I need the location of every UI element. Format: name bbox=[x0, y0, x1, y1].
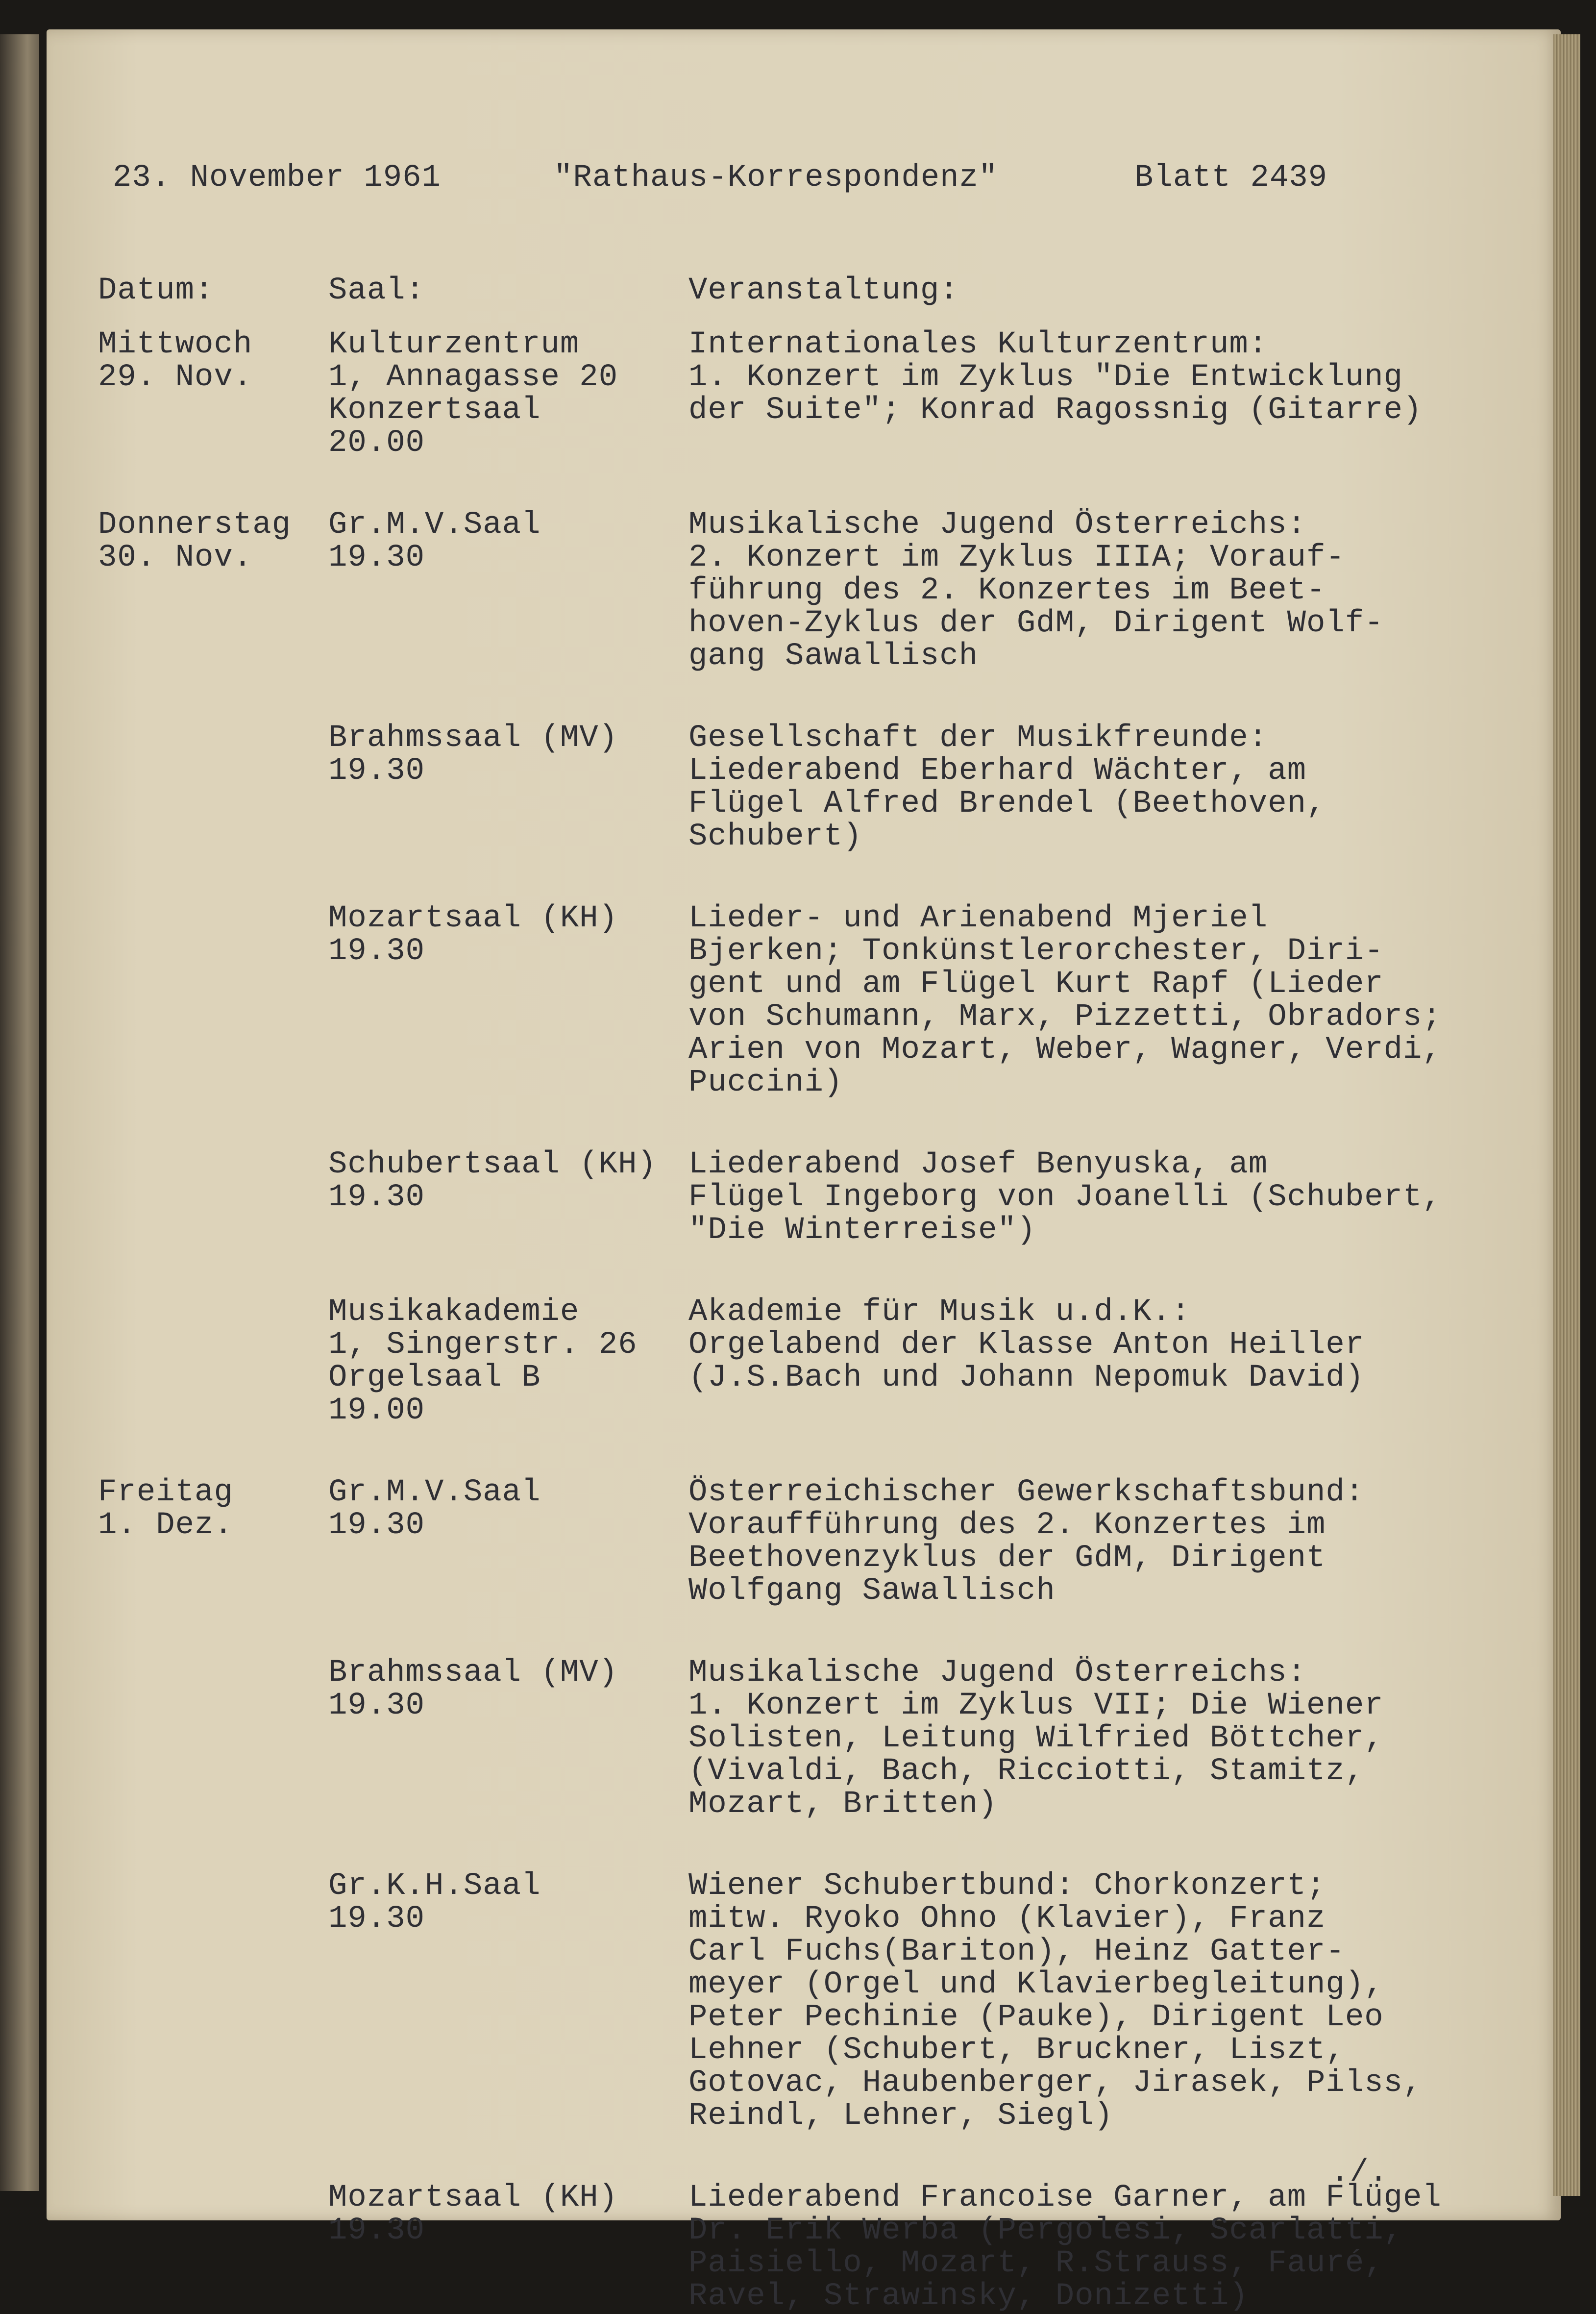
entry-event-line: der Suite"; Konrad Ragossnig (Gitarre) bbox=[688, 393, 1423, 428]
entry-event-line: Ravel, Strawinsky, Donizetti) bbox=[688, 2279, 1249, 2314]
entry-event-line: Gotovac, Haubenberger, Jirasek, Pilss, bbox=[688, 2065, 1423, 2101]
entry-event-line: Dr. Erik Werba (Pergolesi, Scarlatti, bbox=[688, 2213, 1403, 2248]
event-entry bbox=[98, 509, 1519, 673]
entry-event-line: führung des 2. Konzertes im Beet- bbox=[688, 573, 1326, 608]
entry-event bbox=[688, 1870, 1517, 2133]
entry-event bbox=[688, 328, 1517, 460]
entry-event bbox=[688, 1657, 1517, 1821]
entry-hall-line: Gr.K.H.Saal bbox=[328, 1868, 541, 1904]
entry-date-line: 1. Dez. bbox=[98, 1508, 233, 1543]
entry-event bbox=[688, 1296, 1517, 1427]
entry-event-line: meyer (Orgel und Klavierbegleitung), bbox=[688, 1967, 1384, 2002]
entry-event bbox=[688, 1148, 1517, 1247]
entry-hall bbox=[328, 1657, 686, 1722]
entry-date bbox=[98, 1476, 323, 1542]
entry-hall-line: Mozartsaal (KH) bbox=[328, 2180, 618, 2215]
entry-event bbox=[688, 1476, 1517, 1608]
entry-hall bbox=[328, 509, 686, 574]
entry-event-line: Lehner (Schubert, Bruckner, Liszt, bbox=[688, 2033, 1345, 2068]
entry-date-line: 30. Nov. bbox=[98, 540, 253, 575]
entry-hall-line: 19.30 bbox=[328, 1688, 425, 1723]
event-entry bbox=[98, 1296, 1519, 1427]
entry-event-line: Reindl, Lehner, Siegl) bbox=[688, 2098, 1113, 2134]
entry-event-line: "Die Winterreise") bbox=[688, 1213, 1036, 1248]
entry-hall-line: 19.30 bbox=[328, 1901, 425, 1937]
entry-event-line: Liederabend Eberhard Wächter, am bbox=[688, 753, 1306, 789]
event-entry bbox=[98, 1476, 1519, 1608]
continuation-mark: ./. bbox=[1330, 2155, 1389, 2190]
entry-event bbox=[688, 509, 1517, 673]
entry-date bbox=[98, 509, 323, 574]
entry-hall-line: Mozartsaal (KH) bbox=[328, 901, 618, 936]
entry-event-line: Gesellschaft der Musikfreunde: bbox=[688, 721, 1268, 756]
entry-event-line: Paisiello, Mozart, R.Strauss, Fauré, bbox=[688, 2246, 1384, 2281]
entry-hall-line: Orgelsaal B bbox=[328, 1360, 541, 1395]
entry-event-line: Österreichischer Gewerkschaftsbund: bbox=[688, 1475, 1365, 1510]
entry-event-line: Bjerken; Tonkünstlerorchester, Diri- bbox=[688, 934, 1384, 969]
entry-hall-line: 1, Singerstr. 26 bbox=[328, 1327, 638, 1363]
event-entry bbox=[98, 1870, 1519, 2133]
header-date: 23. November 1961 bbox=[113, 160, 441, 196]
column-header-hall: Saal: bbox=[328, 273, 425, 308]
event-entry bbox=[98, 1657, 1519, 1821]
entry-event-line: 1. Konzert im Zyklus "Die Entwicklung bbox=[688, 360, 1403, 395]
entry-event-line: Wolfgang Sawallisch bbox=[688, 1573, 1056, 1609]
entry-hall-line: Brahmssaal (MV) bbox=[328, 721, 618, 756]
entry-hall bbox=[328, 328, 686, 460]
entry-event-line: gent und am Flügel Kurt Rapf (Lieder bbox=[688, 967, 1384, 1002]
column-header-event: Veranstaltung: bbox=[688, 273, 959, 308]
entry-hall bbox=[328, 2182, 686, 2247]
entry-event-line: Solisten, Leitung Wilfried Böttcher, bbox=[688, 1721, 1384, 1756]
entry-event-line: Flügel Alfred Brendel (Beethoven, bbox=[688, 786, 1326, 821]
entry-hall-line: 19.30 bbox=[328, 753, 425, 789]
event-entry bbox=[98, 1148, 1519, 1247]
entry-event-line: Musikalische Jugend Österreichs: bbox=[688, 507, 1306, 543]
entry-event-line: Carl Fuchs(Bariton), Heinz Gatter- bbox=[688, 1934, 1345, 1969]
entry-hall bbox=[328, 1870, 686, 1936]
left-page-edge bbox=[0, 34, 39, 2191]
entry-hall-line: 19.30 bbox=[328, 934, 425, 969]
header-publication: "Rathaus-Korrespondenz" bbox=[554, 160, 998, 196]
entry-hall bbox=[328, 722, 686, 788]
entry-event-line: Beethovenzyklus der GdM, Dirigent bbox=[688, 1541, 1326, 1576]
entry-hall-line: Kulturzentrum bbox=[328, 327, 580, 362]
entry-event-line: Lieder- und Arienabend Mjeriel bbox=[688, 901, 1268, 936]
document-page bbox=[47, 29, 1561, 2314]
entry-hall bbox=[328, 1148, 686, 1214]
entry-event-line: Liederabend Francoise Garner, am Flügel bbox=[688, 2180, 1442, 2215]
entry-hall-line: Musikakademie bbox=[328, 1294, 580, 1330]
entry-event-line: mitw. Ryoko Ohno (Klavier), Franz bbox=[688, 1901, 1326, 1937]
entry-hall-line: 19.30 bbox=[328, 1508, 425, 1543]
entry-date-line: Freitag bbox=[98, 1475, 233, 1510]
header-sheet-number: Blatt 2439 bbox=[1134, 160, 1328, 196]
event-entry bbox=[98, 328, 1519, 460]
entry-hall bbox=[328, 1296, 686, 1427]
column-header-date: Datum: bbox=[98, 273, 214, 308]
page-stack-edge bbox=[1553, 34, 1580, 2196]
entry-event-line: 1. Konzert im Zyklus VII; Die Wiener bbox=[688, 1688, 1384, 1723]
entry-event-line: Musikalische Jugend Österreichs: bbox=[688, 1655, 1306, 1691]
event-list bbox=[98, 328, 1519, 2313]
entry-hall-line: Konzertsaal bbox=[328, 393, 541, 428]
entry-event-line: (J.S.Bach und Johann Nepomuk David) bbox=[688, 1360, 1365, 1395]
entry-event-line: Mozart, Britten) bbox=[688, 1787, 998, 1822]
entry-event-line: (Vivaldi, Bach, Ricciotti, Stamitz, bbox=[688, 1754, 1365, 1789]
entry-hall-line: 19.30 bbox=[328, 1180, 425, 1215]
entry-hall-line: Schubertsaal (KH) bbox=[328, 1147, 657, 1182]
entry-event-line: Internationales Kulturzentrum: bbox=[688, 327, 1268, 362]
entry-event-line: Peter Pechinie (Pauke), Dirigent Leo bbox=[688, 2000, 1384, 2035]
entry-hall bbox=[328, 1476, 686, 1542]
entry-event-line: Voraufführung des 2. Konzertes im bbox=[688, 1508, 1326, 1543]
entry-event-line: Wiener Schubertbund: Chorkonzert; bbox=[688, 1868, 1326, 1904]
entry-date-line: Donnerstag bbox=[98, 507, 292, 543]
entry-hall-line: Gr.M.V.Saal bbox=[328, 507, 541, 543]
entry-event bbox=[688, 2182, 1517, 2313]
event-entry bbox=[98, 722, 1519, 853]
event-entry bbox=[98, 2182, 1519, 2313]
entry-date-line: 29. Nov. bbox=[98, 360, 253, 395]
entry-event-line: hoven-Zyklus der GdM, Dirigent Wolf- bbox=[688, 606, 1384, 641]
typewritten-sheet bbox=[47, 29, 1561, 2314]
entry-event bbox=[688, 902, 1517, 1099]
entry-hall-line: 19.30 bbox=[328, 540, 425, 575]
entry-event-line: Arien von Mozart, Weber, Wagner, Verdi, bbox=[688, 1032, 1442, 1068]
entry-hall bbox=[328, 902, 686, 968]
entry-event-line: Orgelabend der Klasse Anton Heiller bbox=[688, 1327, 1365, 1363]
event-entry bbox=[98, 902, 1519, 1099]
entry-hall-line: 1, Annagasse 20 bbox=[328, 360, 618, 395]
entry-hall-line: 20.00 bbox=[328, 425, 425, 461]
column-headers bbox=[98, 274, 1519, 309]
entry-event-line: Puccini) bbox=[688, 1065, 843, 1100]
entry-hall-line: 19.00 bbox=[328, 1393, 425, 1428]
entry-event-line: Schubert) bbox=[688, 819, 862, 854]
entry-hall-line: 19.30 bbox=[328, 2213, 425, 2248]
entry-hall-line: Gr.M.V.Saal bbox=[328, 1475, 541, 1510]
entry-event-line: Flügel Ingeborg von Joanelli (Schubert, bbox=[688, 1180, 1442, 1215]
entry-event-line: gang Sawallisch bbox=[688, 639, 979, 674]
entry-hall-line: Brahmssaal (MV) bbox=[328, 1655, 618, 1691]
entry-event-line: von Schumann, Marx, Pizzetti, Obradors; bbox=[688, 999, 1442, 1035]
entry-event-line: Liederabend Josef Benyuska, am bbox=[688, 1147, 1268, 1182]
entry-event-line: Akademie für Musik u.d.K.: bbox=[688, 1294, 1191, 1330]
entry-event bbox=[688, 722, 1517, 853]
entry-event-line: 2. Konzert im Zyklus IIIA; Vorauf- bbox=[688, 540, 1345, 575]
entry-date-line: Mittwoch bbox=[98, 327, 253, 362]
entry-date bbox=[98, 328, 323, 394]
